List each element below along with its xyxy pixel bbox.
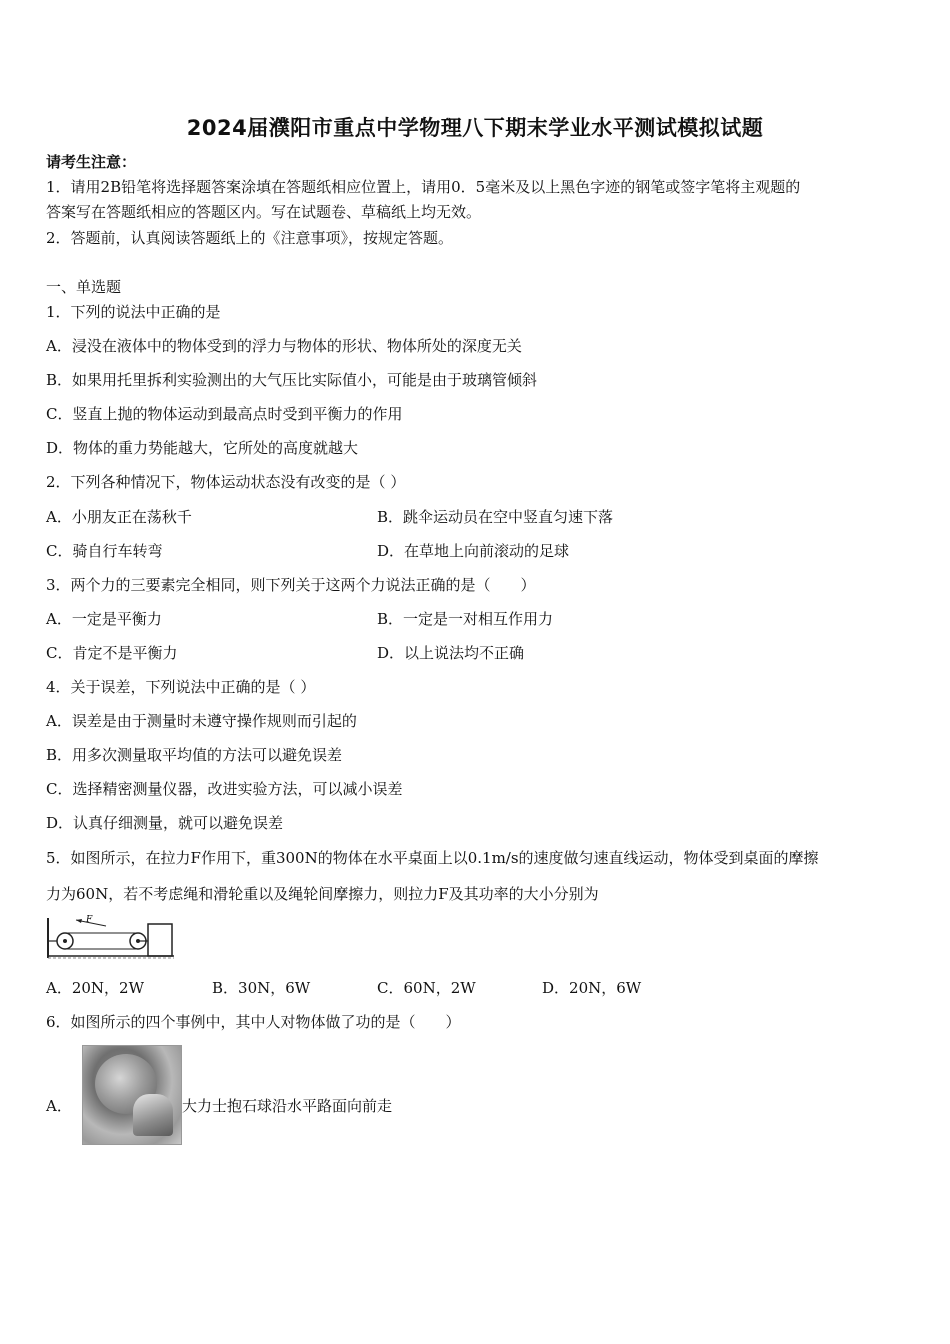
q3-option-a: A．一定是平衡力 [46, 610, 162, 628]
notice-line-1a: 1．请用2B铅笔将选择题答案涂填在答题纸相应位置上，请用0．5毫米及以上黑色字迹的钢笔或签字笔将主观题的 [46, 178, 801, 196]
q6-stem: 6．如图所示的四个事例中，其中人对物体做了功的是（ ） [46, 1013, 461, 1031]
q2-option-a: A．小朋友正在荡秋千 [46, 508, 192, 526]
notice-line-2: 2．答题前，认真阅读答题纸上的《注意事项》，按规定答题。 [46, 229, 454, 247]
page-title: 2024届濮阳市重点中学物理八下期末学业水平测试模拟试题 [186, 116, 764, 140]
pulley-diagram [46, 914, 176, 960]
q4-option-b: B．用多次测量取平均值的方法可以避免误差 [46, 746, 343, 764]
q4-option-a: A．误差是由于测量时未遵守操作规则而引起的 [46, 712, 357, 730]
q4-stem: 4．关于误差，下列说法中正确的是（ ） [46, 678, 316, 696]
q5-option-a: A．20N，2W [46, 979, 145, 997]
q3-option-b: B．一定是一对相互作用力 [377, 610, 554, 628]
notice-heading: 请考生注意： [46, 153, 137, 171]
q3-stem: 3．两个力的三要素完全相同，则下列关于这两个力说法正确的是（ ） [46, 576, 536, 594]
q5-stem-line-2: 力为60N，若不考虑绳和滑轮重以及绳轮间摩擦力，则拉力F及其功率的大小分别为 [46, 885, 599, 903]
stone-ball-photo [82, 1045, 182, 1145]
force-label: F [86, 915, 93, 925]
q1-option-d: D．物体的重力势能越大，它所处的高度就越大 [46, 439, 359, 457]
notice-line-1b: 答案写在答题纸相应的答题区内。写在试题卷、草稿纸上均无效。 [46, 203, 482, 221]
q3-option-d: D．以上说法均不正确 [377, 644, 525, 662]
section-heading: 一、单选题 [46, 278, 122, 296]
strongman-shape [133, 1094, 173, 1136]
q6-option-a-text: 大力士抱石球沿水平路面向前走 [182, 1097, 393, 1115]
q5-option-c: C．60N，2W [377, 979, 476, 997]
q4-option-c: C．选择精密测量仪器，改进实验方法，可以减小误差 [46, 780, 403, 798]
q5-option-d: D．20N，6W [542, 979, 642, 997]
q1-option-a: A．浸没在液体中的物体受到的浮力与物体的形状、物体所处的深度无关 [46, 337, 522, 355]
q5-option-b: B．30N，6W [212, 979, 311, 997]
q3-option-c: C．肯定不是平衡力 [46, 644, 178, 662]
q2-option-c: C．骑自行车转弯 [46, 542, 163, 560]
q2-option-d: D．在草地上向前滚动的足球 [377, 542, 570, 560]
q1-stem: 1．下列的说法中正确的是 [46, 303, 221, 321]
q4-option-d: D．认真仔细测量，就可以避免误差 [46, 814, 284, 832]
q1-option-b: B．如果用托里拆利实验测出的大气压比实际值小，可能是由于玻璃管倾斜 [46, 371, 538, 389]
q5-stem-line-1: 5．如图所示，在拉力F作用下，重300N的物体在水平桌面上以0.1m/s的速度做匀速直线运动，物体受到桌面的摩擦 [46, 849, 819, 867]
q1-option-c: C．竖直上抛的物体运动到最高点时受到平衡力的作用 [46, 405, 403, 423]
q2-option-b: B．跳伞运动员在空中竖直匀速下落 [377, 508, 614, 526]
q6-option-a-label: A． [46, 1097, 72, 1115]
q2-stem: 2．下列各种情况下，物体运动状态没有改变的是（ ） [46, 473, 406, 491]
block [148, 924, 172, 956]
